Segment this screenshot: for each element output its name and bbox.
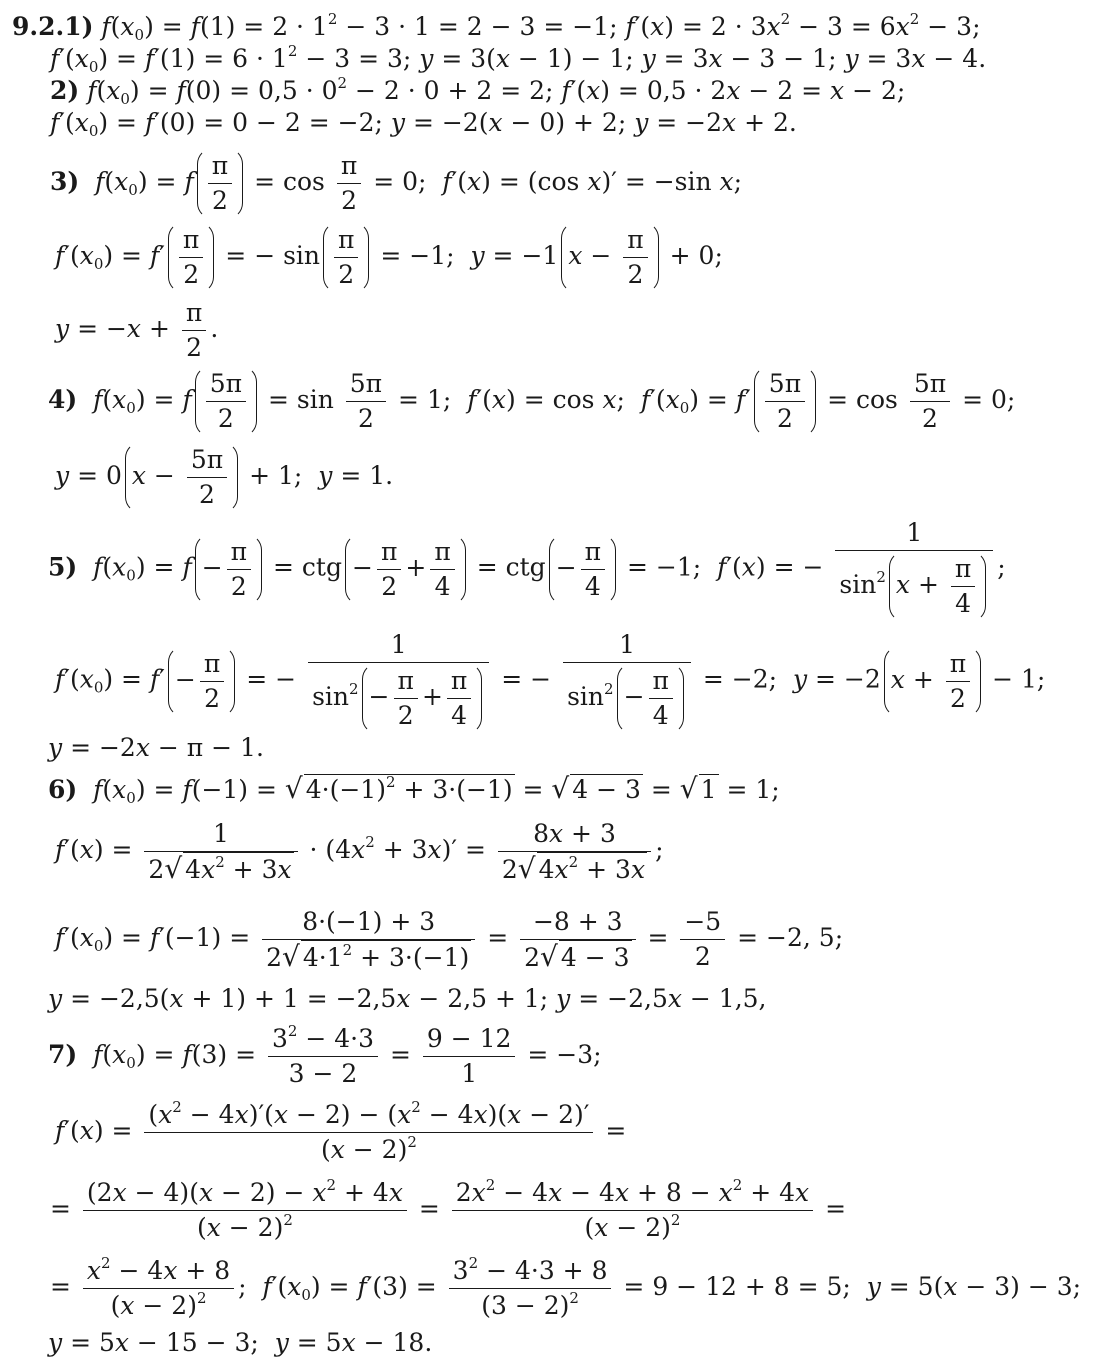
item-number: 9.2.1) — [12, 12, 94, 41]
line-7-d: = $\frac{x^2 - 4x + 8}{(x - 2)^2}$ ; $f'(x_0) = f'(3)$ = $\frac{3^2 - 4\cdot 3 + 8}{(3 - 2)^2}$ = 9 − 12 + 8 = 5; y = 5(x − 3) − 3; — [50, 1254, 1082, 1320]
line-5-a: 5) $f(x_0) = f$ − $\frac{\pi}{2}$ = ctg − $\frac{\pi}{2}$ + $\frac{\pi}{4}$ = ctg − $\frac{\pi}{4}$ = −1; f′(x) = − 1 $\sin^2 x$ + $\frac{\pi}{4}$ ; — [48, 516, 1006, 622]
item-number: 5) — [48, 552, 78, 582]
line-3-c: y = −x + $\frac{\pi}{2}$ . — [55, 298, 219, 362]
line-6-a: 6) $f(x_0) = f(-1)$ = √ $4\cdot(-1)^2 + 3\cdot(-1)$ = √ 4 − 3 = √ 1 = 1; — [48, 772, 780, 807]
item-number: 7) — [48, 1040, 78, 1069]
line-7-e: y = 5x − 15 − 3; y = 5x − 18. — [48, 1328, 433, 1357]
line-6-d: y = −2,5(x + 1) + 1 = −2,5x − 2,5 + 1; y = −2,5x − 1,5, — [48, 984, 767, 1013]
line-6-c: $f'(x_0) = f'(-1)$ = $\frac{8\cdot(-1) + 3}{2√ 4\cdot 1^2 + 3\cdot(-1)}$ = $\frac{-8 + 3}{2√ 4 - 3}$ = $\frac{-5}{2}$ = −2, 5; — [55, 906, 844, 973]
item-number: 3) — [50, 167, 80, 196]
line-5-c: y = −2x − π − 1. — [48, 733, 264, 762]
line-7-c: = $\frac{(2x - 4)(x - 2) - x^2 + 4x}{(x - 2)^2}$ = $\frac{2x^2 - 4x - 4x + 8 - x^2 + 4x}{(x - 2)^2}$ = — [50, 1176, 847, 1242]
line-7-b: f′(x) = $\frac{(x^2 - 4x)'(x - 2) - (x^2 - 4x)(x - 2)'}{(x - 2)^2}$ = — [55, 1098, 627, 1164]
item-number: 4) — [48, 385, 78, 414]
line-5-b: $f'(x_0) = f'$ − $\frac{\pi}{2}$ = − 1 $\sin^2$ − $\frac{\pi}{2}$ + $\frac{\pi}{4}$ = − 1 $\sin^2$ − $\frac{\pi}{4}$ = −2; y = −2 x + $\frac{\pi}{2}$ − 1; — [55, 628, 1045, 734]
line-2-a: 2) $f(x_0) = f(0) = 0,5 \cdot 0^2 - 2 \cdot 0 + 2 = 2$; f′(x) = 0,5 · 2x − 2 = x − 2; — [50, 74, 906, 108]
line-4-b: y = 0 x − $\frac{5\pi}{2}$ + 1; y = 1. — [55, 442, 393, 513]
line-6-b: f′(x) = $\frac{1}{2√ 4x^2 + 3x}$ · $(4x^2 + 3x)'$ = $\frac{8x + 3}{2√ 4x^2 + 3x}$ ; — [55, 818, 664, 885]
line-3-a: 3) $f(x_0) = f$ $\frac{\pi}{2}$ = cos $\frac{\pi}{2}$ = 0; f′(x) = (cos x)′ = −sin x; — [50, 148, 742, 219]
line-3-b: $f'(x_0) = f'$ $\frac{\pi}{2}$ = − sin $\frac{\pi}{2}$ = −1; y = −1 x − $\frac{\pi}{2}$ + 0; — [55, 222, 723, 293]
item-number: 2) — [50, 76, 80, 105]
line-2-b: $f'(x_0) = f'(0) = 0 - 2 = -2$; y = −2(x − 0) + 2; y = −2x + 2. — [50, 108, 797, 140]
item-number: 6) — [48, 775, 78, 804]
line-4-a: 4) $f(x_0) = f$ $\frac{5\pi}{2}$ = sin $\frac{5\pi}{2}$ = 1; f′(x) = cos x; $f'(x_0) = f'$ $\frac{5\pi}{2}$ = cos $\frac{5\pi}{2}$ = 0; — [48, 366, 1015, 437]
line-9-2-1-a: 9.2.1) $f(x_0) = f(1) = 2 \cdot 1^2 - 3 \cdot 1 = 2 - 3 = -1$; $f'(x) = 2 \cdot 3x^2 - 3 = 6x^2 - 3$; — [12, 10, 981, 44]
line-7-a: 7) $f(x_0) = f(3)$ = $\frac{3^2 - 4\cdot 3}{3 - 2}$ = $\frac{9 - 12}{1}$ = −3; — [48, 1022, 602, 1088]
line-9-2-1-b: $f'(x_0) = f'(1) = 6 \cdot 1^2 - 3 = 3$; y = 3(x − 1) − 1; y = 3x − 3 − 1; y = 3x − 4. — [50, 42, 987, 76]
